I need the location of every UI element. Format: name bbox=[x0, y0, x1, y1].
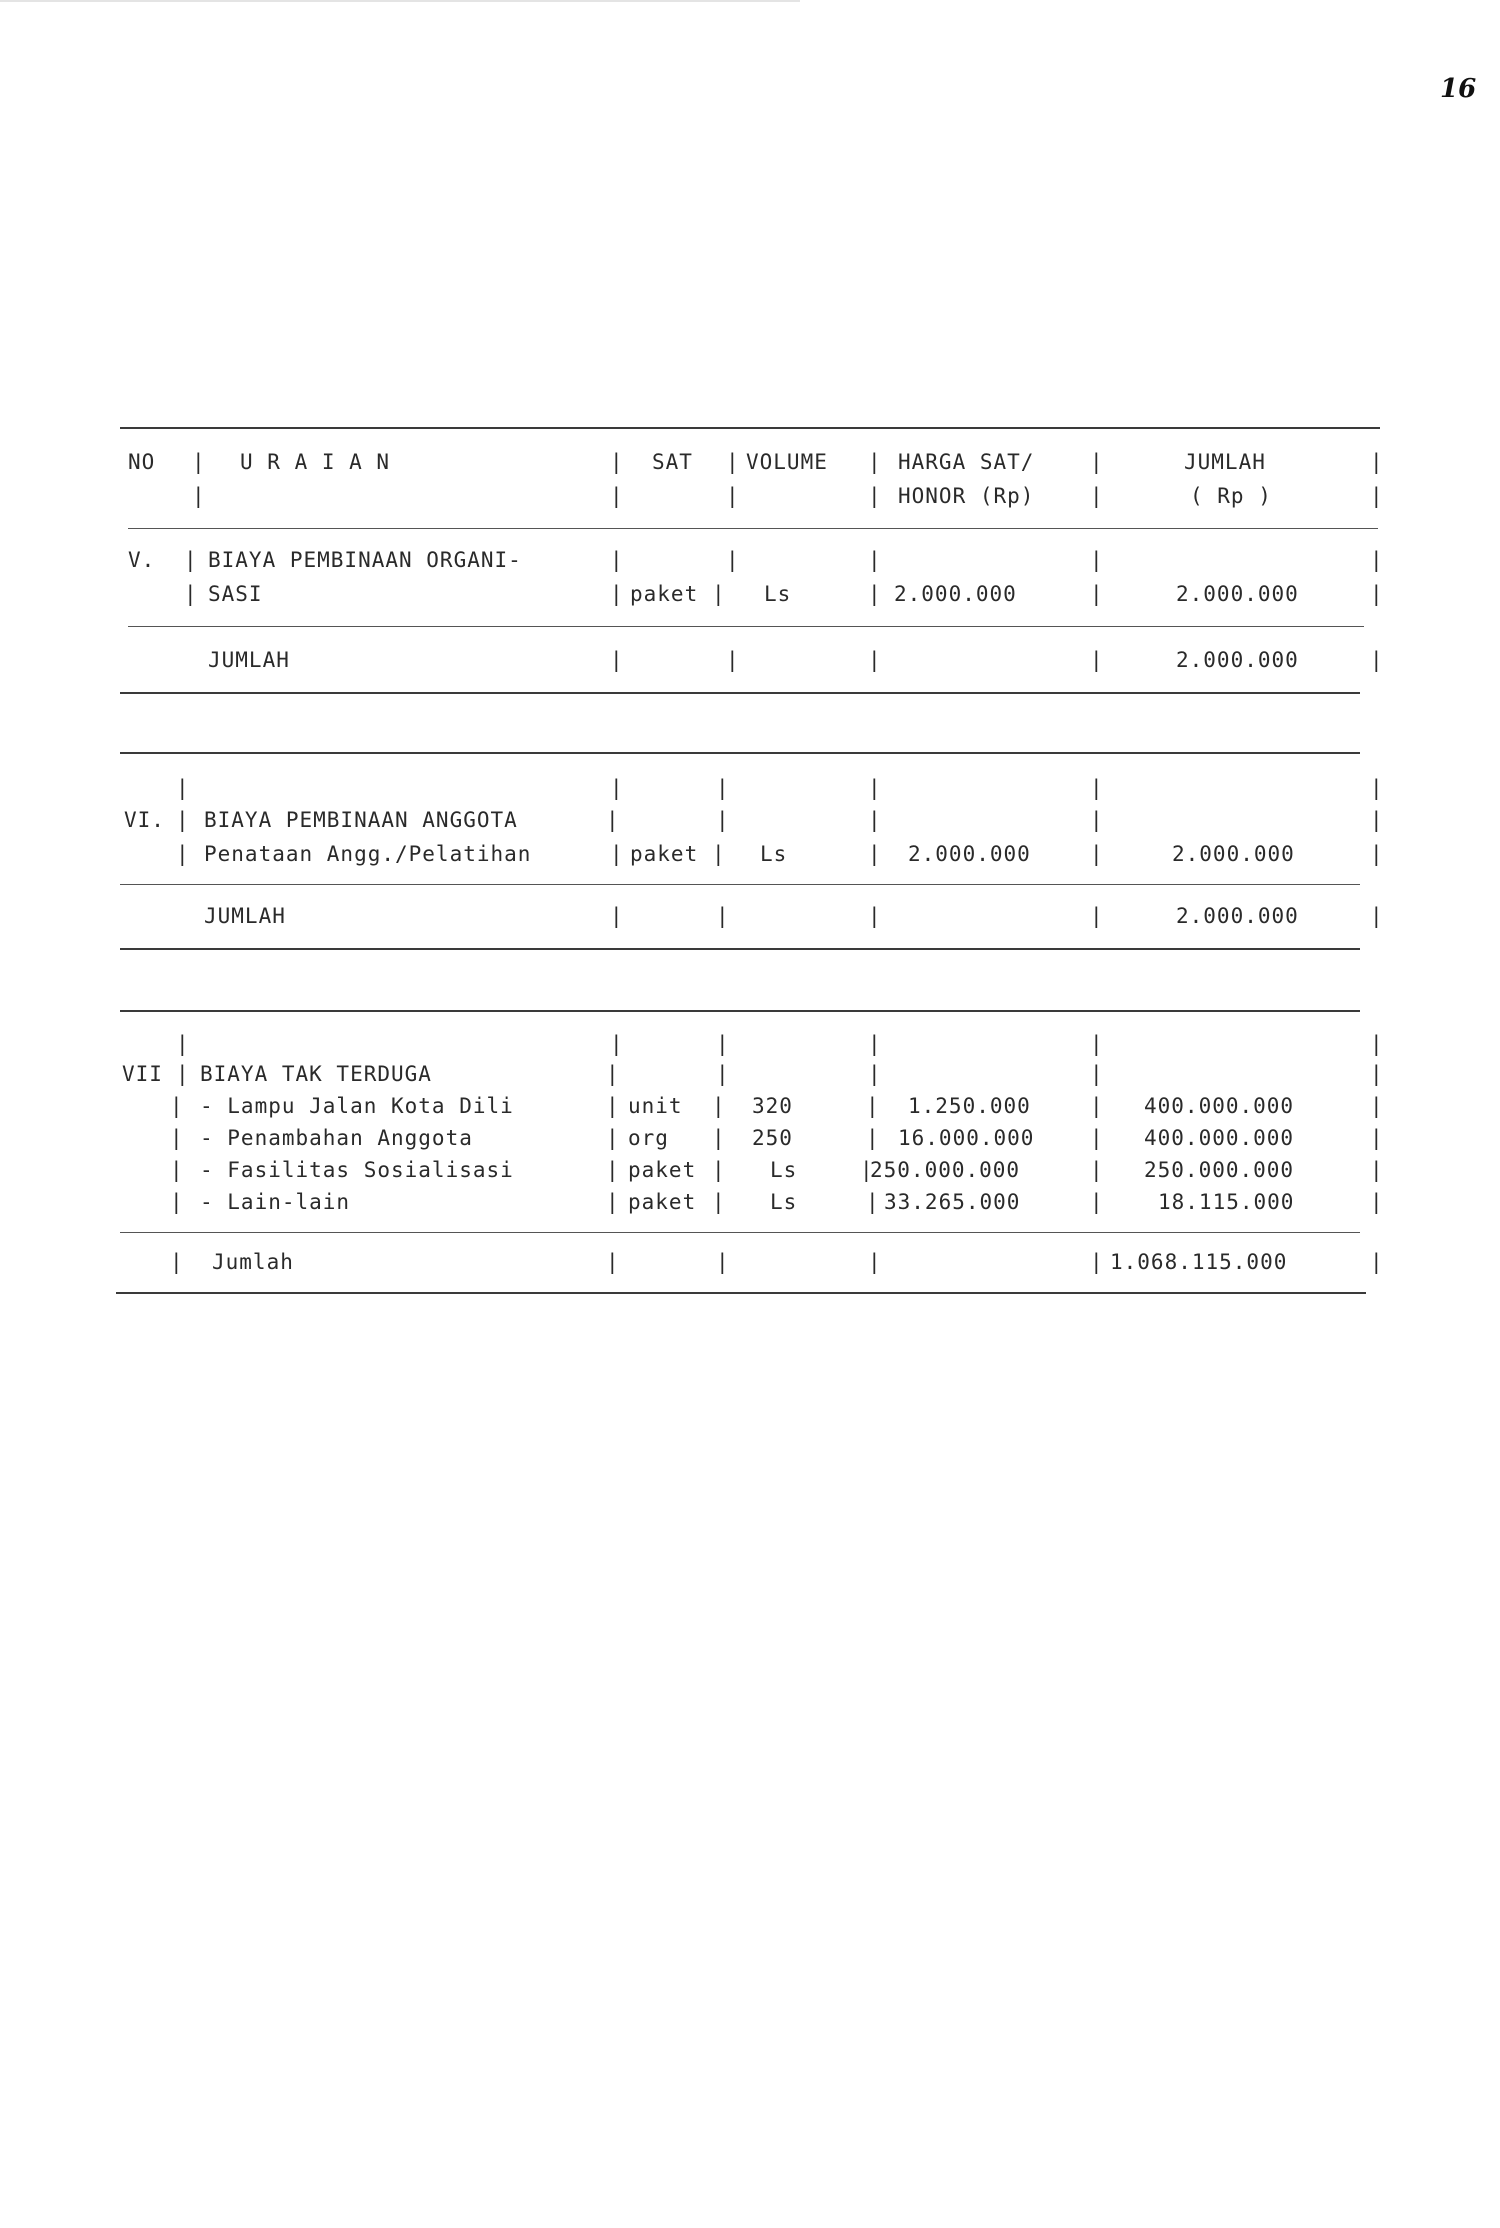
header-jumlah-line1: JUMLAH bbox=[1184, 450, 1266, 474]
section6-bottom-rule bbox=[120, 948, 1360, 950]
section6-harga: 2.000.000 bbox=[908, 842, 1031, 866]
section6-top-rule bbox=[120, 752, 1360, 754]
header-jumlah-line2: ( Rp ) bbox=[1190, 484, 1272, 508]
section6-jumlah: 2.000.000 bbox=[1172, 842, 1295, 866]
section5-total-value: 2.000.000 bbox=[1176, 648, 1299, 672]
section5-no: V. bbox=[128, 548, 156, 572]
row-harga: 1.250.000 bbox=[908, 1094, 1031, 1118]
header-harga-line2: HONOR (Rp) bbox=[898, 484, 1035, 508]
section6-title: BIAYA PEMBINAAN ANGGOTA bbox=[204, 808, 518, 832]
section7-no: VII bbox=[122, 1062, 163, 1086]
section6-rule bbox=[120, 884, 1360, 885]
row-sat: unit bbox=[628, 1094, 683, 1118]
header-bottom-rule bbox=[128, 528, 1378, 529]
section7-total-value: 1.068.115.000 bbox=[1110, 1250, 1288, 1274]
row-harga: 16.000.000 bbox=[898, 1126, 1035, 1150]
header-volume: VOLUME bbox=[746, 450, 828, 474]
row-jumlah: 400.000.000 bbox=[1144, 1094, 1295, 1118]
section5-jumlah: 2.000.000 bbox=[1176, 582, 1299, 606]
section5-harga: 2.000.000 bbox=[894, 582, 1017, 606]
page-number: 16 bbox=[1440, 74, 1477, 104]
section5-volume: Ls bbox=[764, 582, 792, 606]
section6-sat: paket bbox=[630, 842, 699, 866]
section5-sat: paket bbox=[630, 582, 699, 606]
table-bottom-rule bbox=[116, 1292, 1366, 1294]
section6-no: VI. bbox=[124, 808, 165, 832]
section5-bottom-rule bbox=[120, 692, 1360, 694]
section6-total-value: 2.000.000 bbox=[1176, 904, 1299, 928]
row-uraian: - Fasilitas Sosialisasi bbox=[200, 1158, 514, 1182]
section5-title-line1: BIAYA PEMBINAAN ORGANI- bbox=[208, 548, 522, 572]
row-uraian: - Lain-lain bbox=[200, 1190, 351, 1214]
row-jumlah: 400.000.000 bbox=[1144, 1126, 1295, 1150]
section5-title-line2: SASI bbox=[208, 582, 263, 606]
row-sat: org bbox=[628, 1126, 669, 1150]
header-no: NO bbox=[128, 450, 156, 474]
section7-total-label: Jumlah bbox=[212, 1250, 294, 1274]
row-jumlah: 250.000.000 bbox=[1144, 1158, 1295, 1182]
row-volume: Ls bbox=[770, 1190, 798, 1214]
row-jumlah: 18.115.000 bbox=[1158, 1190, 1295, 1214]
section5-total-label: JUMLAH bbox=[208, 648, 290, 672]
row-sat: paket bbox=[628, 1190, 697, 1214]
header-top-rule bbox=[120, 427, 1380, 429]
row-volume: Ls bbox=[770, 1158, 798, 1182]
section7-title: BIAYA TAK TERDUGA bbox=[200, 1062, 432, 1086]
section6-total-label: JUMLAH bbox=[204, 904, 286, 928]
row-harga: 250.000.000 bbox=[870, 1158, 1021, 1182]
section5-rule bbox=[128, 626, 1364, 627]
section7-rule bbox=[120, 1232, 1360, 1233]
row-volume: 250 bbox=[752, 1126, 793, 1150]
section6-volume: Ls bbox=[760, 842, 788, 866]
header-harga-line1: HARGA SAT/ bbox=[898, 450, 1035, 474]
row-sat: paket bbox=[628, 1158, 697, 1182]
section7-top-rule bbox=[120, 1010, 1360, 1012]
header-uraian: U R A I A N bbox=[240, 450, 391, 474]
row-uraian: - Penambahan Anggota bbox=[200, 1126, 473, 1150]
row-volume: 320 bbox=[752, 1094, 793, 1118]
header-sat: SAT bbox=[652, 450, 693, 474]
section6-item: Penataan Angg./Pelatihan bbox=[204, 842, 532, 866]
scan-edge bbox=[0, 0, 800, 2]
row-uraian: - Lampu Jalan Kota Dili bbox=[200, 1094, 514, 1118]
row-harga: 33.265.000 bbox=[884, 1190, 1021, 1214]
